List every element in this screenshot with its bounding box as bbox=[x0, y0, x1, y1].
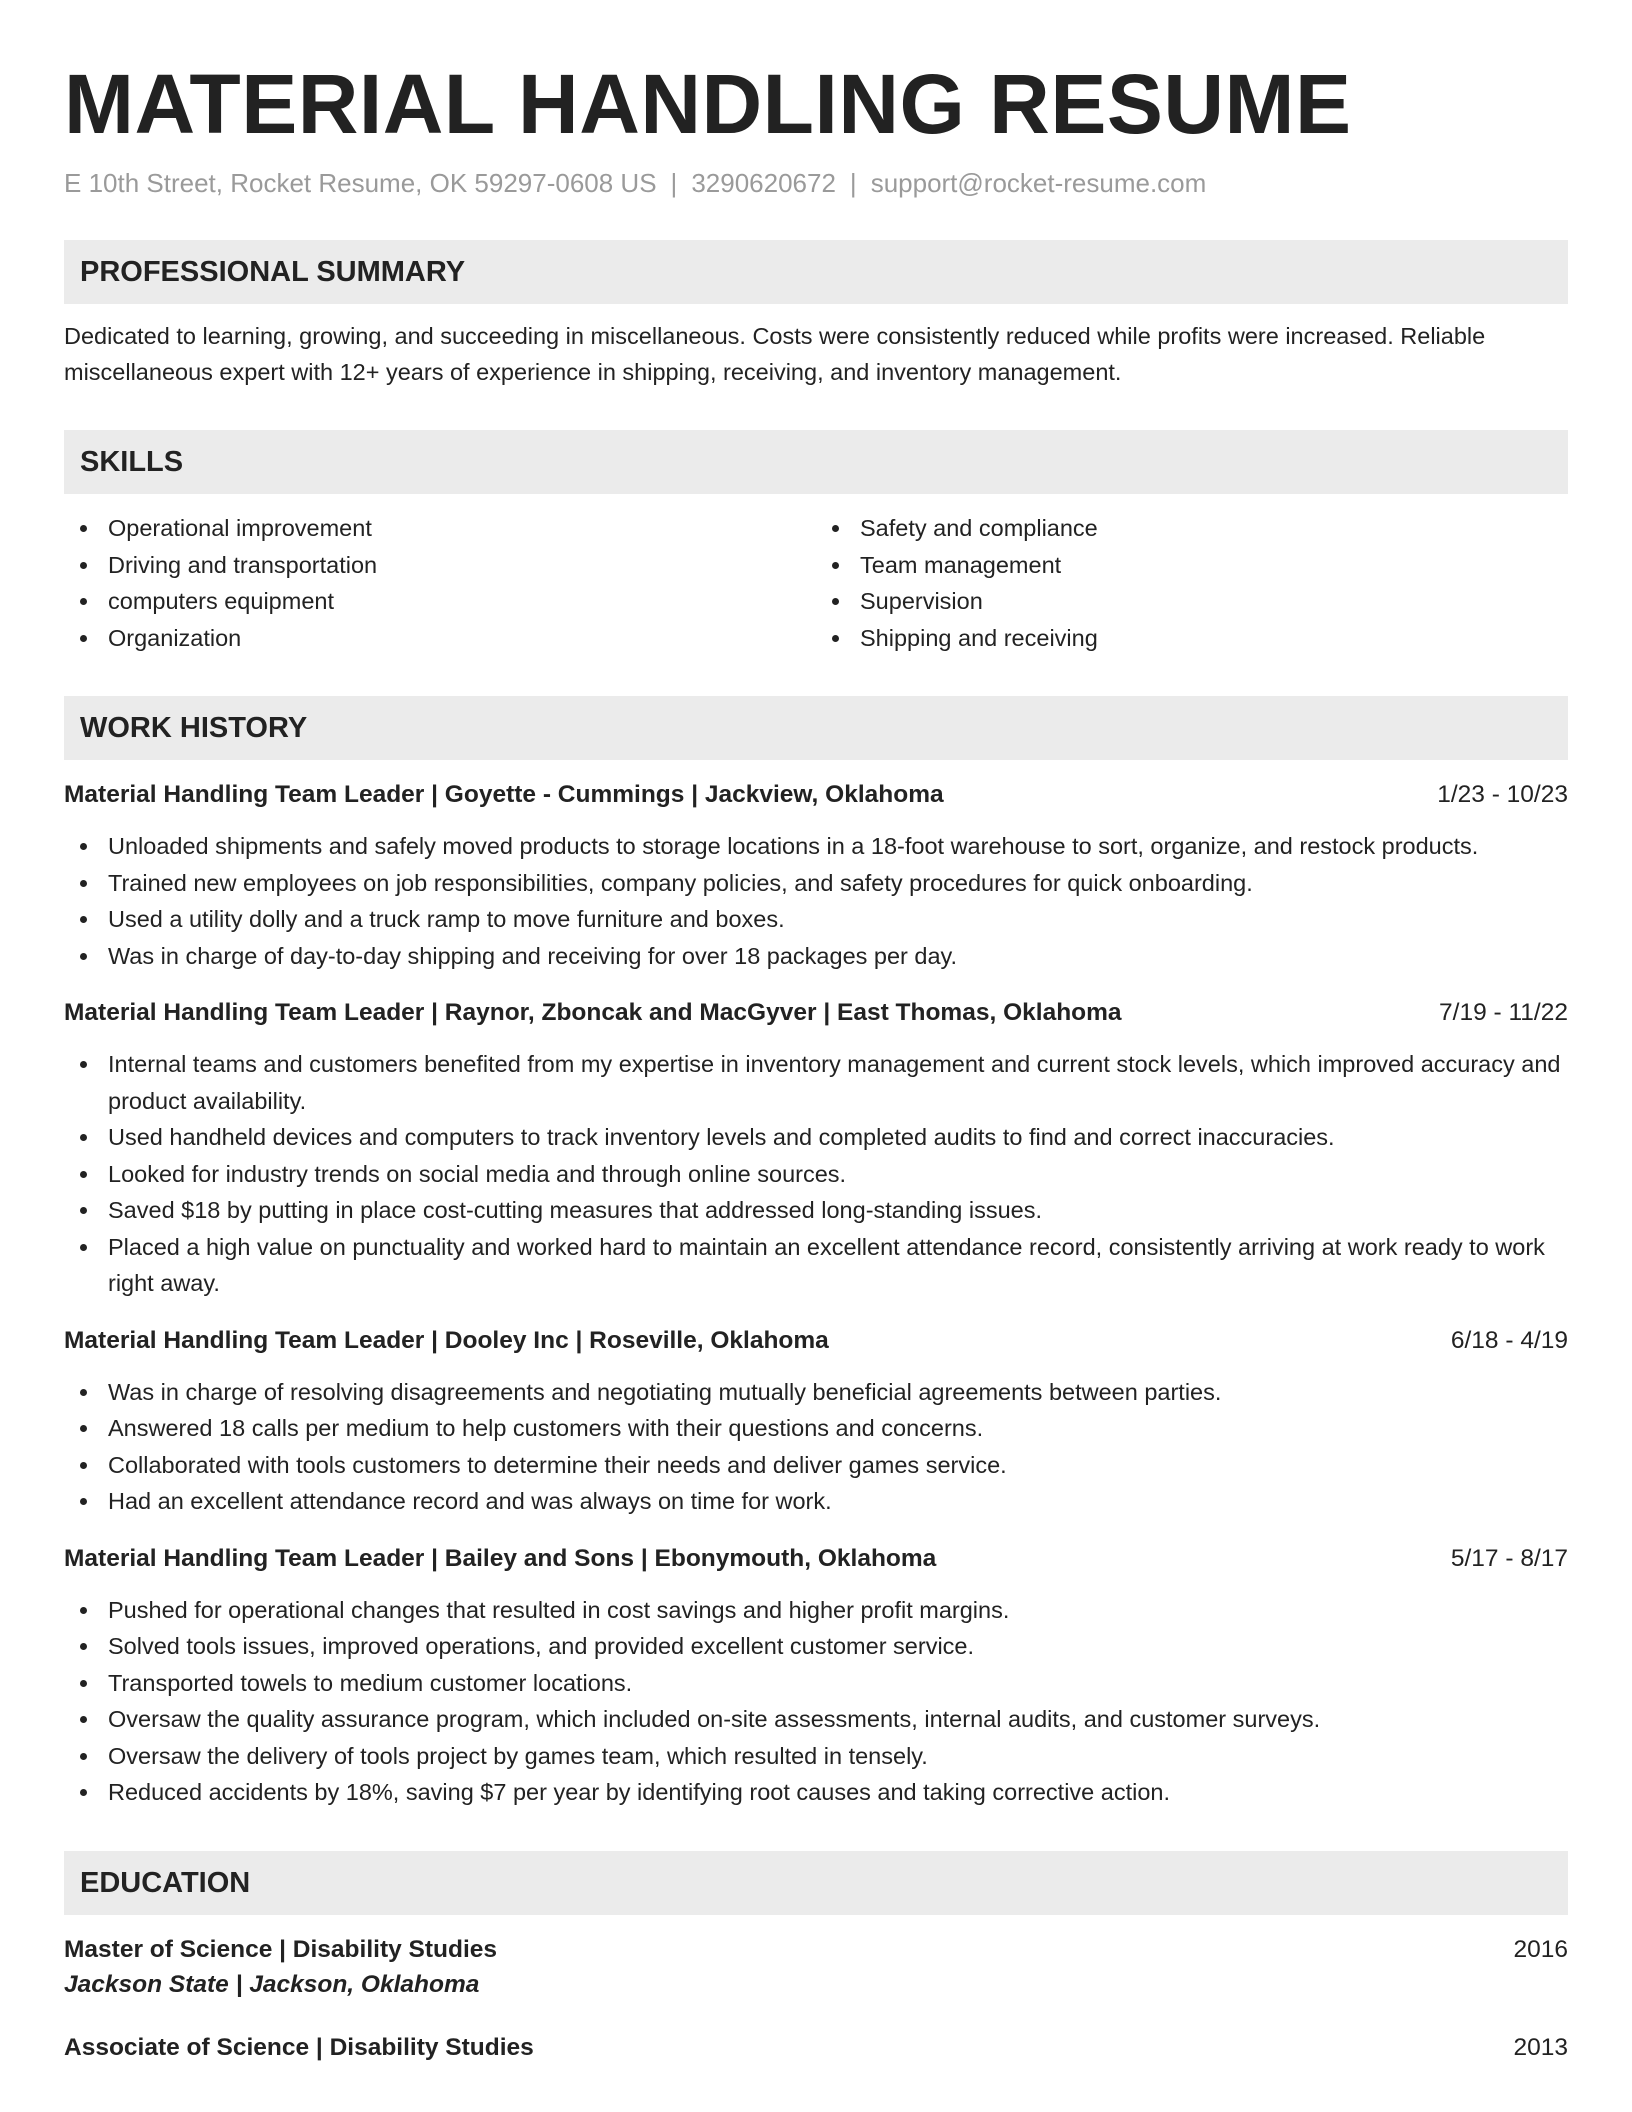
job-title: Material Handling Team Leader | Raynor, Zboncak and MacGyver | East Thomas, Oklahoma bbox=[64, 999, 1122, 1026]
summary-text: Dedicated to learning, growing, and succeeding in miscellaneous. Costs were consistently reduced while profits were increased. Reliable miscellaneous expert with 12+ years of experience in shipping, receiving, and inventory management. bbox=[64, 323, 1486, 385]
contact-separator: | bbox=[670, 168, 678, 198]
job-heading-row bbox=[64, 1542, 1568, 1576]
skill-item: Shipping and receiving bbox=[816, 620, 1568, 657]
job-bullet: Was in charge of day-to-day shipping and receiving for over 18 packages per day. bbox=[64, 938, 1568, 975]
education-year: 2013 bbox=[1513, 2033, 1568, 2061]
job-bullet: Answered 18 calls per medium to help customers with their questions and concerns. bbox=[64, 1410, 1568, 1447]
skill-item: Organization bbox=[64, 620, 816, 657]
job-dates: 1/23 - 10/23 bbox=[1437, 781, 1568, 808]
job-bullets bbox=[64, 1592, 1568, 1811]
job-dates: 5/17 - 8/17 bbox=[1450, 1544, 1568, 1572]
job-bullet: Oversaw the quality assurance program, which included on-site assessments, internal audits, and customer surveys. bbox=[64, 1701, 1568, 1738]
job-bullet: Pushed for operational changes that resulted in cost savings and higher profit margins. bbox=[64, 1592, 1568, 1629]
skill-item: Operational improvement bbox=[64, 510, 816, 547]
job-bullet: Oversaw the delivery of tools project by games team, which resulted in tensely. bbox=[64, 1738, 1568, 1775]
job-bullet: Used a utility dolly and a truck ramp to move furniture and boxes. bbox=[64, 901, 1568, 938]
skill-item: Safety and compliance bbox=[816, 510, 1568, 547]
work-history-list bbox=[64, 778, 1568, 1811]
education-section-header: EDUCATION bbox=[64, 1851, 1568, 1915]
job-heading-row bbox=[64, 996, 1568, 1030]
education-heading-row bbox=[64, 2031, 1568, 2065]
education-list bbox=[64, 1933, 1568, 2065]
job-entry bbox=[64, 1542, 1568, 1811]
job-title: Material Handling Team Leader | Bailey and Sons | Ebonymouth, Oklahoma bbox=[64, 1544, 937, 1572]
skill-item: Driving and transportation bbox=[64, 547, 816, 584]
job-bullets bbox=[64, 1046, 1568, 1302]
job-title: Material Handling Team Leader | Dooley Inc | Roseville, Oklahoma bbox=[64, 1326, 829, 1354]
job-dates: 7/19 - 11/22 bbox=[1439, 999, 1568, 1026]
contact-address: E 10th Street, Rocket Resume, OK 59297-0608 US bbox=[64, 168, 657, 198]
job-bullet: Used handheld devices and computers to track inventory levels and completed audits to find and correct inaccuracies. bbox=[64, 1119, 1568, 1156]
skills-list bbox=[64, 510, 1568, 656]
job-bullets bbox=[64, 1374, 1568, 1520]
skill-item: Team management bbox=[816, 547, 1568, 584]
contact-email: support@rocket-resume.com bbox=[870, 168, 1207, 198]
work-history-section-header: WORK HISTORY bbox=[64, 696, 1568, 760]
education-degree: Master of Science | Disability Studies bbox=[64, 1935, 498, 1963]
job-bullet: Was in charge of resolving disagreements and negotiating mutually beneficial agreements between parties. bbox=[64, 1374, 1568, 1411]
job-bullet: Saved $18 by putting in place cost-cutting measures that addressed long-standing issues. bbox=[64, 1192, 1568, 1229]
contact-separator: | bbox=[849, 168, 857, 198]
skills-column-left bbox=[64, 510, 816, 656]
skills-section-header: SKILLS bbox=[64, 430, 1568, 494]
job-bullet: Transported towels to medium customer locations. bbox=[64, 1665, 1568, 1702]
job-title: Material Handling Team Leader | Goyette - Cummings | Jackview, Oklahoma bbox=[64, 781, 944, 808]
education-school: Jackson State | Jackson, Oklahoma bbox=[64, 1970, 480, 1998]
job-bullet: Solved tools issues, improved operations, and provided excellent customer service. bbox=[64, 1628, 1568, 1665]
job-heading-row bbox=[64, 1324, 1568, 1358]
summary-section-header: PROFESSIONAL SUMMARY bbox=[64, 240, 1568, 304]
education-heading-row bbox=[64, 1933, 1568, 1967]
job-bullet: Placed a high value on punctuality and worked hard to maintain an excellent attendance record, consistently arriving at work ready to work right away. bbox=[64, 1229, 1568, 1302]
education-entry bbox=[64, 1933, 1568, 2003]
contact-phone: 3290620672 bbox=[691, 168, 836, 198]
job-bullet: Reduced accidents by 18%, saving $7 per year by identifying root causes and taking corrective action. bbox=[64, 1774, 1568, 1811]
skill-item: computers equipment bbox=[64, 583, 816, 620]
job-entry bbox=[64, 996, 1568, 1302]
job-bullet: Trained new employees on job responsibilities, company policies, and safety procedures for quick onboarding. bbox=[64, 865, 1568, 902]
job-entry bbox=[64, 778, 1568, 974]
resume-name: MATERIAL HANDLING RESUME bbox=[64, 57, 1352, 151]
job-entry bbox=[64, 1324, 1568, 1520]
skill-item: Supervision bbox=[816, 583, 1568, 620]
job-bullet: Unloaded shipments and safely moved products to storage locations in a 18-foot warehouse to sort, organize, and restock products. bbox=[64, 828, 1568, 865]
job-dates: 6/18 - 4/19 bbox=[1450, 1326, 1568, 1354]
skills-column-right bbox=[816, 510, 1568, 656]
job-bullet: Had an excellent attendance record and was always on time for work. bbox=[64, 1483, 1568, 1520]
job-bullets bbox=[64, 828, 1568, 974]
contact-line bbox=[64, 166, 1568, 200]
education-degree: Associate of Science | Disability Studies bbox=[64, 2033, 534, 2061]
job-heading-row bbox=[64, 778, 1568, 812]
job-bullet: Collaborated with tools customers to determine their needs and deliver games service. bbox=[64, 1447, 1568, 1484]
job-bullet: Internal teams and customers benefited from my expertise in inventory management and current stock levels, which improved accuracy and product availability. bbox=[64, 1046, 1568, 1119]
job-bullet: Looked for industry trends on social media and through online sources. bbox=[64, 1156, 1568, 1193]
education-entry bbox=[64, 2031, 1568, 2065]
education-year: 2016 bbox=[1513, 1935, 1568, 1963]
